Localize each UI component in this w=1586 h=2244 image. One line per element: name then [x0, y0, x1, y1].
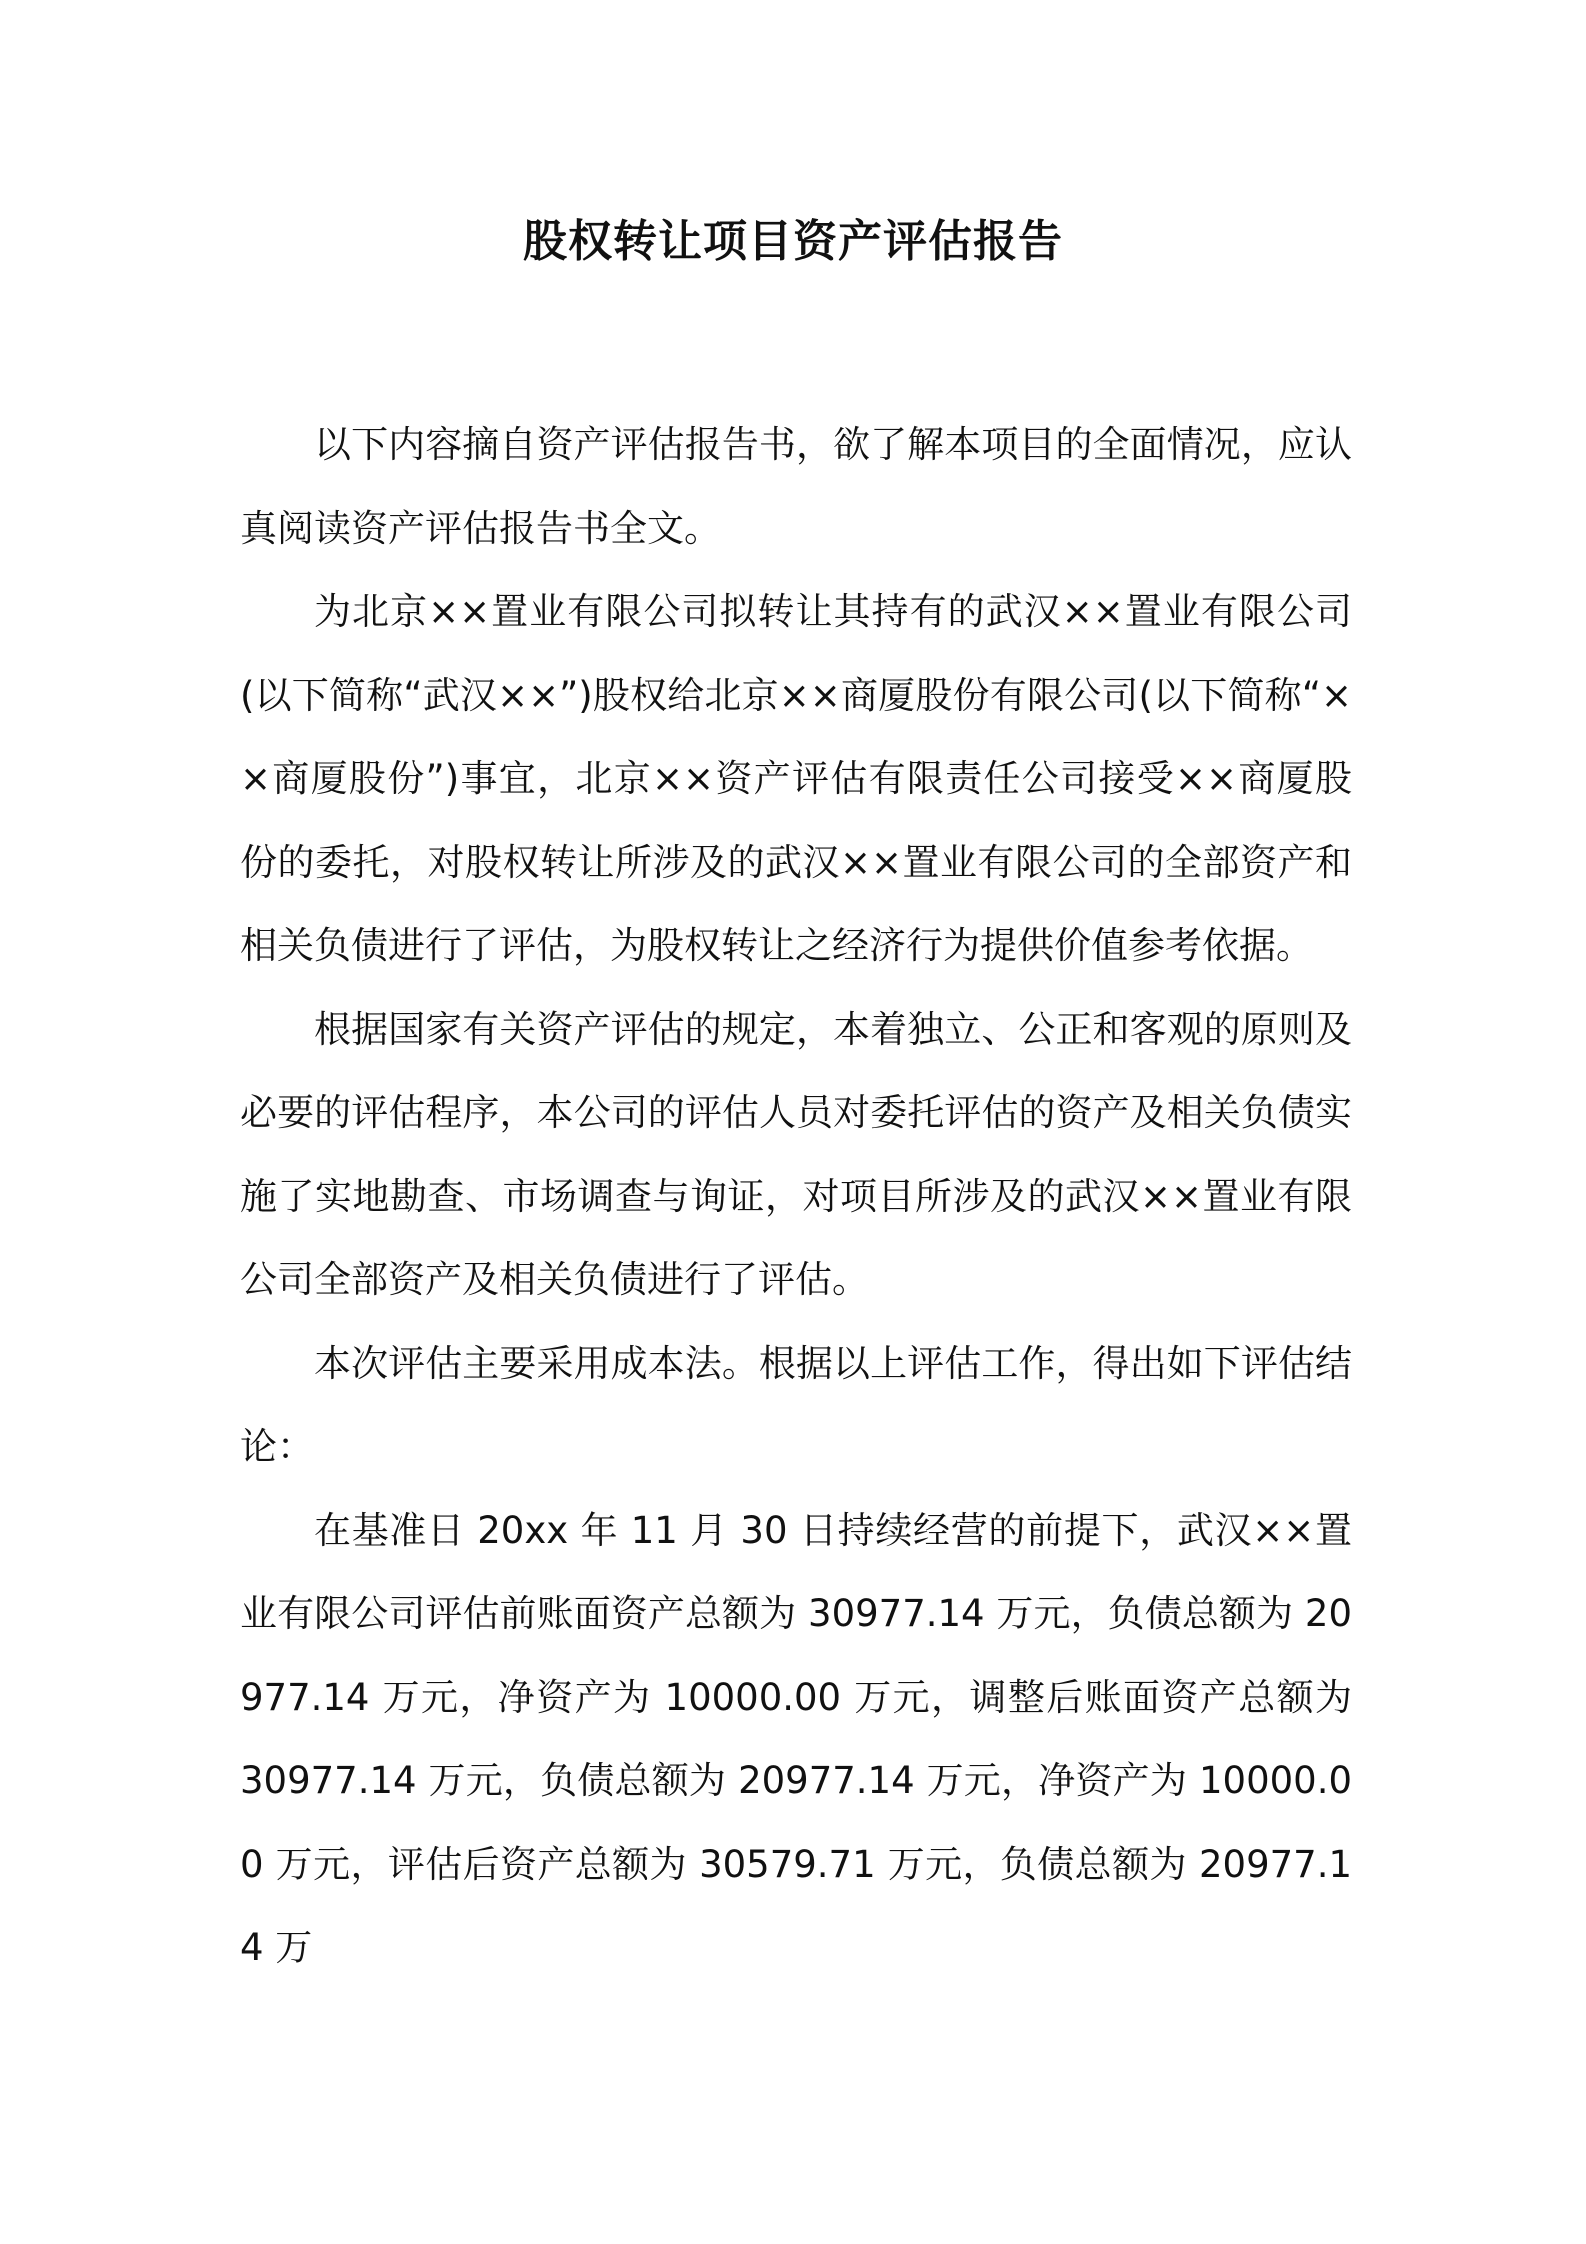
paragraph-procedure: 根据国家有关资产评估的规定，本着独立、公正和客观的原则及必要的评估程序，本公司的评估人员对委托评估的资产及相关负债实施了实地勘查、市场调查与询证，对项目所涉及的武汉××置业有限公司全部资产及相关负债进行了评估。	[240, 1007, 1352, 1301]
document-title: 股权转让项目资产评估报告	[523, 216, 1063, 267]
paragraph-method: 本次评估主要采用成本法。根据以上评估工作，得出如下评估结论：	[240, 1341, 1352, 1468]
paragraph-intro: 以下内容摘自资产评估报告书，欲了解本项目的全面情况，应认真阅读资产评估报告书全文。	[240, 423, 1352, 550]
paragraph-conclusion: 在基准日 20xx 年 11 月 30 日持续经营的前提下，武汉××置业有限公司评估前账面资产总额为 30977.14 万元，负债总额为 20977.14 万元，净资产为 10000.00 万元，调整后账面资产总额为 30977.14 万元，负债总额为 20977.14 万元，净资产为 10000.00 万元，评估后资产总额为 30579.71 万元，负债总额为 20977.14 万	[240, 1508, 1352, 1969]
document-body	[240, 403, 1352, 1990]
paragraph-background: 为北京××置业有限公司拟转让其持有的武汉××置业有限公司(以下简称“武汉××”)股权给北京××商厦股份有限公司(以下简称“××商厦股份”)事宜，北京××资产评估有限责任公司接受××商厦股份的委托，对股权转让所涉及的武汉××置业有限公司的全部资产和相关负债进行了评估，为股权转让之经济行为提供价值参考依据。	[240, 590, 1352, 967]
